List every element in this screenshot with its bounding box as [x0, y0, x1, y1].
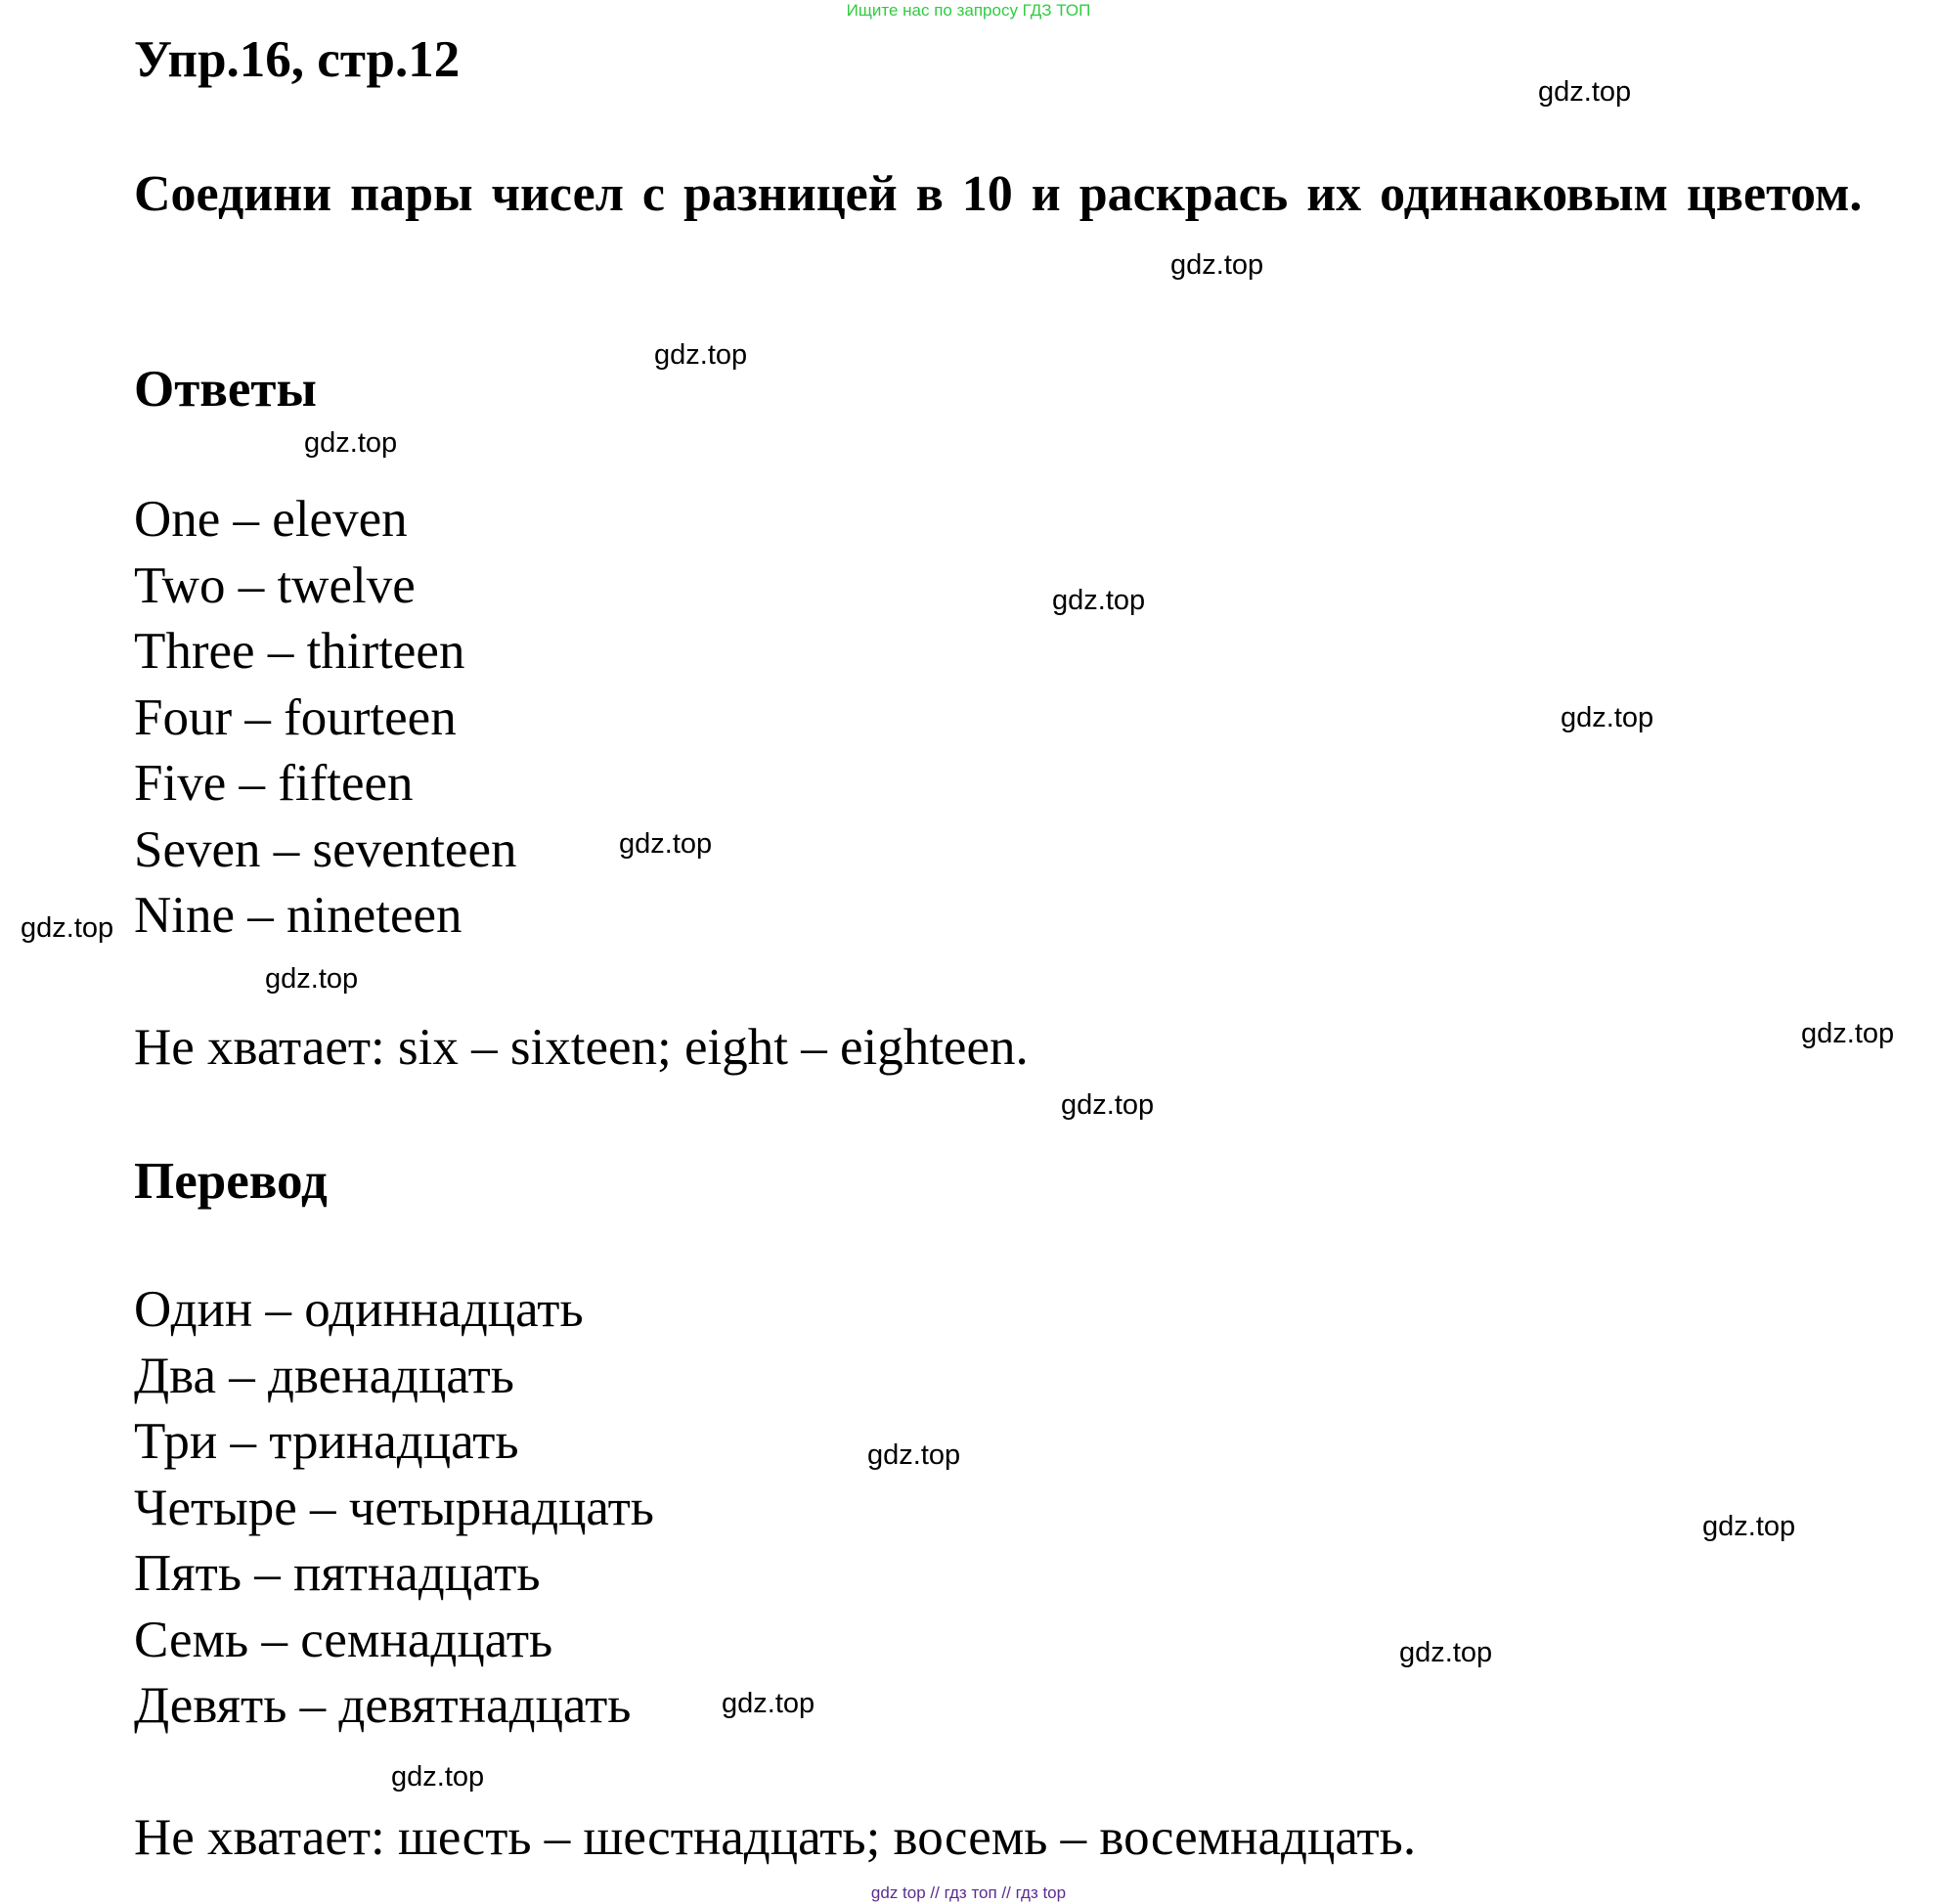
- footer: gdz top // гдз топ // гдз top: [870, 1883, 1067, 1902]
- watermark: gdz.top: [1399, 1637, 1493, 1668]
- answer-item: One – eleven: [134, 491, 408, 548]
- top-banner: Ищите нас по запросу ГДЗ ТОП: [846, 1, 1091, 20]
- watermark: gdz.top: [1801, 1018, 1895, 1049]
- translation-heading: Перевод: [134, 1153, 328, 1210]
- translation-item: Три – тринадцать: [134, 1413, 519, 1470]
- answer-item: Four – fourteen: [134, 688, 457, 746]
- translation-item: Два – двенадцать: [134, 1347, 514, 1404]
- watermark: gdz.top: [1061, 1089, 1155, 1121]
- watermark: gdz.top: [1702, 1511, 1796, 1542]
- translation-missing-note: Не хватает: шесть – шестнадцать; восемь – восемнадцать.: [134, 1809, 1417, 1866]
- watermark: gdz.top: [1170, 249, 1264, 281]
- answer-item: Three – thirteen: [134, 623, 465, 680]
- translation-item: Четыре – четырнадцать: [134, 1479, 654, 1536]
- translation-list: [134, 1277, 654, 1740]
- translation-item: Один – одиннадцать: [134, 1281, 584, 1338]
- watermark: gdz.top: [391, 1761, 485, 1793]
- answer-item: Two – twelve: [134, 556, 416, 614]
- answer-item: Five – fifteen: [134, 755, 414, 812]
- watermark: gdz.top: [1561, 702, 1654, 733]
- watermark: gdz.top: [265, 963, 359, 995]
- watermark: gdz.top: [21, 912, 114, 944]
- answers-list: [134, 487, 516, 950]
- task-text: Соедини пары чисел с разницей в 10 и раскрась их одинаковым цветом.: [134, 166, 1863, 222]
- answer-item: Seven – seventeen: [134, 820, 517, 878]
- watermark: gdz.top: [304, 427, 398, 459]
- watermark: gdz.top: [1538, 76, 1632, 108]
- exercise-title: Упр.16, стр.12: [134, 31, 461, 88]
- translation-item: Пять – пятнадцать: [134, 1545, 541, 1602]
- translation-item: Семь – семнадцать: [134, 1611, 553, 1668]
- translation-item: Девять – девятнадцать: [134, 1677, 632, 1734]
- watermark: gdz.top: [654, 339, 748, 371]
- watermark: gdz.top: [619, 828, 713, 860]
- watermark: gdz.top: [867, 1439, 961, 1471]
- answers-heading: Ответы: [134, 361, 317, 418]
- answers-missing-note: Не хватает: six – sixteen; eight – eighteen.: [134, 1019, 1029, 1076]
- watermark: gdz.top: [1052, 585, 1146, 616]
- answer-item: Nine – nineteen: [134, 887, 462, 944]
- watermark: gdz.top: [722, 1688, 815, 1719]
